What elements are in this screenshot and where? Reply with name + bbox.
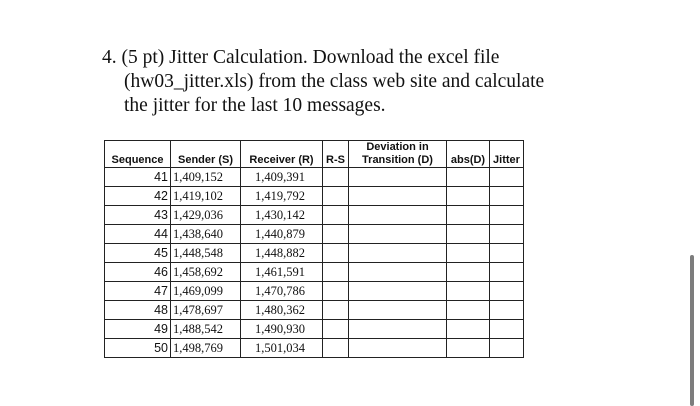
cell-deviation [349,244,447,263]
cell-sequence: 48 [105,301,171,320]
cell-receiver: 1,480,362 [241,301,323,320]
table-row [105,320,524,339]
header-jitter: Jitter [490,141,524,168]
cell-sequence: 50 [105,339,171,358]
cell-sender: 1,438,640 [171,225,241,244]
cell-r-minus-s [323,168,349,187]
cell-sender: 1,429,036 [171,206,241,225]
header-receiver: Receiver (R) [241,141,323,168]
cell-sequence: 46 [105,263,171,282]
cell-deviation [349,263,447,282]
header-sequence: Sequence [105,141,171,168]
cell-deviation [349,282,447,301]
table-row [105,339,524,358]
cell-receiver: 1,490,930 [241,320,323,339]
cell-r-minus-s [323,225,349,244]
table-row [105,187,524,206]
table-header-row [105,141,524,168]
question-line: (hw03_jitter.xls) from the class web site and calculate [124,71,545,92]
cell-abs-d [447,320,490,339]
cell-abs-d [447,263,490,282]
cell-jitter [490,339,524,358]
header-deviation-top: Deviation in [366,141,429,153]
cell-r-minus-s [323,301,349,320]
cell-sender: 1,478,697 [171,301,241,320]
cell-abs-d [447,225,490,244]
cell-jitter [490,320,524,339]
cell-deviation [349,301,447,320]
table-row [105,168,524,187]
cell-receiver: 1,448,882 [241,244,323,263]
cell-jitter [490,187,524,206]
cell-deviation [349,339,447,358]
cell-sequence: 49 [105,320,171,339]
cell-r-minus-s [323,187,349,206]
cell-deviation [349,168,447,187]
cell-r-minus-s [323,263,349,282]
cell-abs-d [447,301,490,320]
cell-abs-d [447,282,490,301]
question-line: 4. (5 pt) Jitter Calculation. Download the excel file [102,47,500,68]
cell-sender: 1,488,542 [171,320,241,339]
cell-abs-d [447,244,490,263]
header-deviation-bottom: Transition (D) [362,154,433,166]
cell-sender: 1,469,099 [171,282,241,301]
table-row [105,263,524,282]
cell-r-minus-s [323,244,349,263]
cell-r-minus-s [323,282,349,301]
cell-deviation [349,320,447,339]
cell-receiver: 1,409,391 [241,168,323,187]
cell-r-minus-s [323,339,349,358]
cell-jitter [490,206,524,225]
jitter-table [104,140,524,358]
cell-abs-d [447,187,490,206]
cell-r-minus-s [323,206,349,225]
header-r-minus-s: R-S [323,141,349,168]
header-deviation [349,141,447,168]
question-text [102,46,622,118]
cell-deviation [349,225,447,244]
cell-sender: 1,409,152 [171,168,241,187]
cell-sender: 1,448,548 [171,244,241,263]
cell-receiver: 1,430,142 [241,206,323,225]
vertical-scrollbar[interactable] [690,255,694,406]
cell-jitter [490,282,524,301]
table-row [105,301,524,320]
cell-jitter [490,301,524,320]
table-row [105,206,524,225]
cell-receiver: 1,440,879 [241,225,323,244]
cell-deviation [349,206,447,225]
cell-jitter [490,244,524,263]
cell-abs-d [447,339,490,358]
cell-abs-d [447,206,490,225]
cell-sender: 1,498,769 [171,339,241,358]
cell-abs-d [447,168,490,187]
cell-receiver: 1,461,591 [241,263,323,282]
cell-receiver: 1,501,034 [241,339,323,358]
cell-receiver: 1,470,786 [241,282,323,301]
cell-sender: 1,419,102 [171,187,241,206]
header-abs-d: abs(D) [447,141,490,168]
cell-sequence: 44 [105,225,171,244]
cell-sequence: 42 [105,187,171,206]
table-row [105,225,524,244]
cell-sequence: 41 [105,168,171,187]
table-row [105,282,524,301]
cell-r-minus-s [323,320,349,339]
cell-sequence: 45 [105,244,171,263]
question-line: the jitter for the last 10 messages. [124,95,386,116]
table-row [105,244,524,263]
cell-receiver: 1,419,792 [241,187,323,206]
cell-jitter [490,225,524,244]
cell-deviation [349,187,447,206]
header-sender: Sender (S) [171,141,241,168]
cell-sequence: 43 [105,206,171,225]
cell-sender: 1,458,692 [171,263,241,282]
cell-jitter [490,263,524,282]
cell-sequence: 47 [105,282,171,301]
cell-jitter [490,168,524,187]
